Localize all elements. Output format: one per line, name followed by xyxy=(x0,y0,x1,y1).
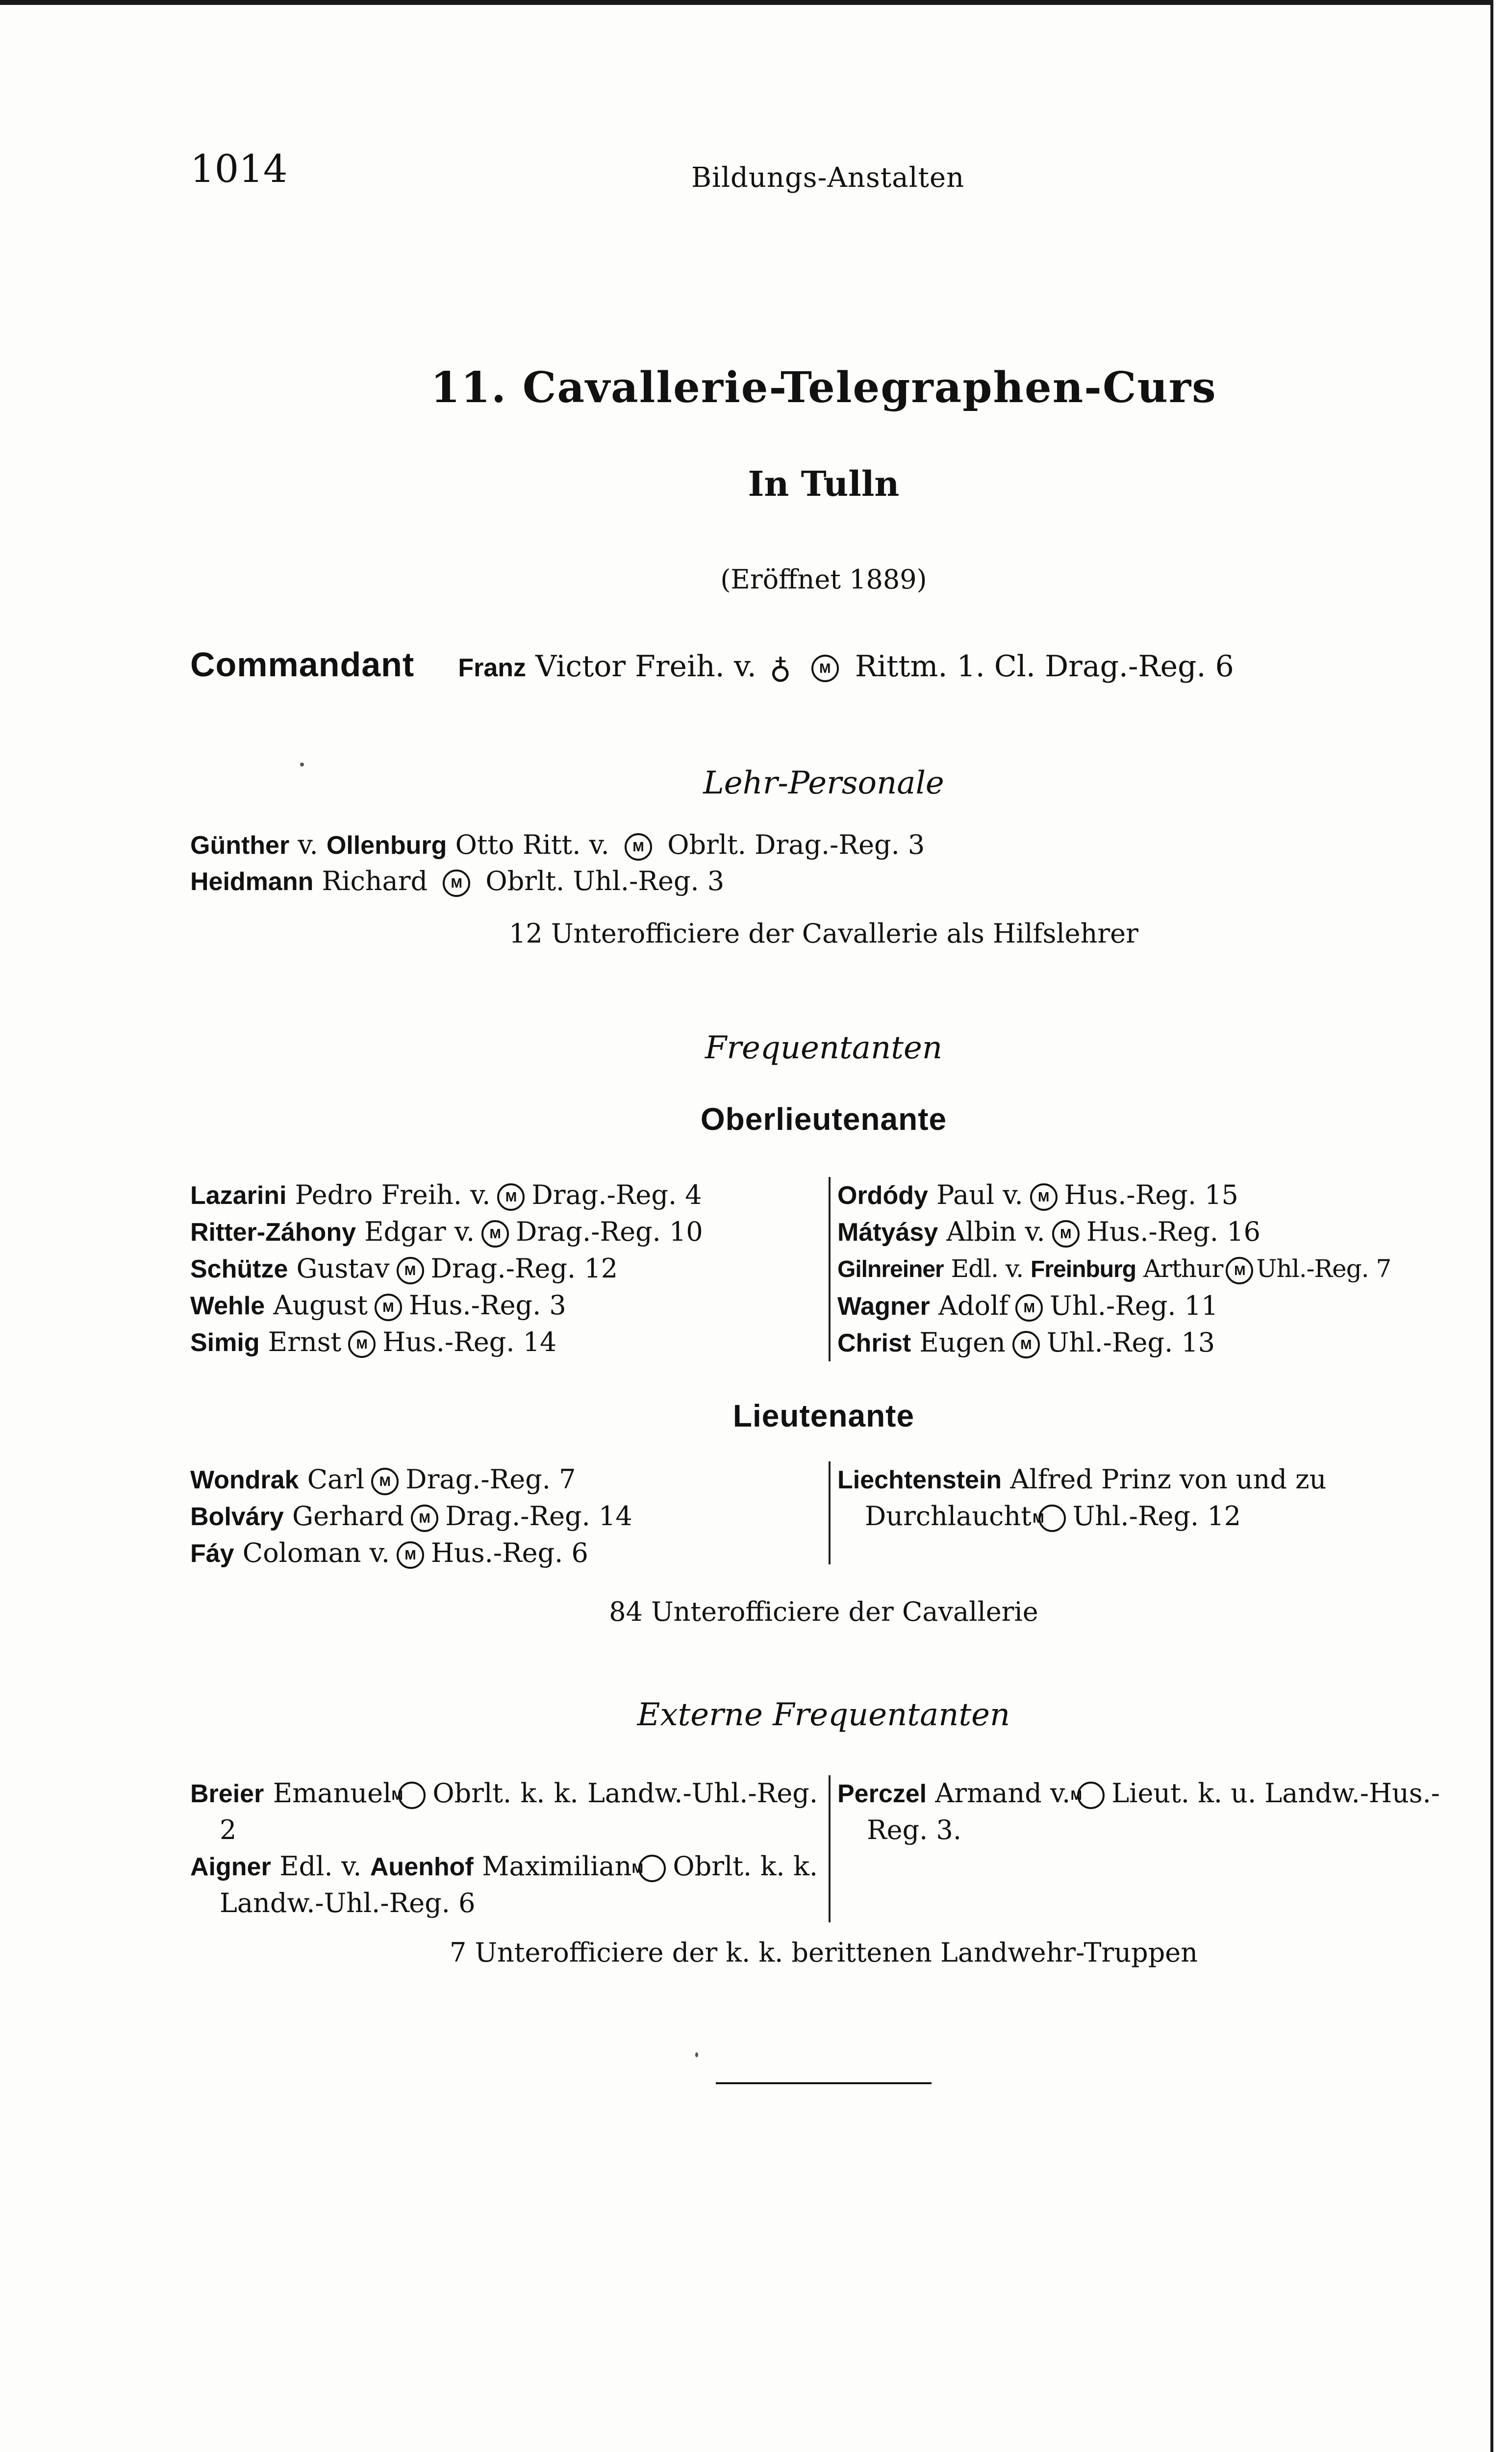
medal-icon: M xyxy=(1226,1257,1253,1284)
opened-note: (Eröffnet 1889) xyxy=(720,564,927,595)
print-speck xyxy=(695,2052,698,2057)
list-item: Gilnreiner Edl. v. Freinburg Arthur M Uhl.-Reg. 7 xyxy=(837,1251,1470,1288)
leutnante-right-column xyxy=(829,1461,1470,1564)
medal-icon: M xyxy=(411,1505,438,1532)
medal-icon: M xyxy=(1038,1505,1066,1532)
list-item: Günther v. Ollenburg Otto Ritt. v. M Obrlt. Drag.-Reg. 3 xyxy=(190,829,925,860)
list-item: Lazarini Pedro Freih. v. M Drag.-Reg. 4 xyxy=(190,1179,702,1210)
commandant-text-b: Rittm. 1. Cl. Drag.-Reg. 6 xyxy=(855,649,1234,684)
medal-icon: M xyxy=(481,1220,509,1248)
medal-icon: M xyxy=(625,833,652,861)
externe-right-column xyxy=(829,1775,1470,1922)
medal-icon: M xyxy=(398,1782,426,1809)
location-subtitle: In Tulln xyxy=(748,463,900,504)
oberleutnante-heading: Oberlieutenante xyxy=(700,1101,947,1137)
list-item: Simig Ernst M Hus.-Reg. 14 xyxy=(190,1327,557,1357)
medal-icon: M xyxy=(1052,1220,1080,1248)
end-rule xyxy=(716,2082,932,2084)
leutnante-heading: Lieutenante xyxy=(732,1398,915,1433)
list-item: Liechtenstein Alfred Prinz von und zu DurchlauchtM Uhl.-Reg. 12 xyxy=(837,1464,1327,1532)
medal-icon: M xyxy=(375,1294,402,1321)
unterofficiere-note: 84 Unterofficiere der Cavallerie xyxy=(609,1596,1038,1627)
list-item: Fáy Coloman v. M Hus.-Reg. 6 xyxy=(190,1537,588,1568)
lehr-personale-heading: Lehr-Personale xyxy=(703,765,944,801)
medal-icon: M xyxy=(497,1183,525,1211)
commandant-name: Franz xyxy=(458,654,527,682)
medal-icon: M xyxy=(811,655,839,682)
list-item: Ordódy Paul v. M Hus.-Reg. 15 xyxy=(837,1179,1238,1210)
list-item: Mátyásy Albin v. M Hus.-Reg. 16 xyxy=(837,1216,1260,1247)
hilfslehrer-note: 12 Unterofficiere der Cavallerie als Hilfslehrer xyxy=(509,918,1138,949)
list-item: Heidmann Richard M Obrlt. Uhl.-Reg. 3 xyxy=(190,866,725,896)
running-head: Bildungs-Anstalten xyxy=(691,162,965,194)
medal-icon: M xyxy=(638,1855,666,1882)
list-item: Schütze Gustav M Drag.-Reg. 12 xyxy=(190,1253,618,1284)
medal-icon: M xyxy=(1030,1183,1058,1211)
commandant-text-a: Victor Freih. v. xyxy=(535,649,756,684)
list-item: Wagner Adolf M Uhl.-Reg. 11 xyxy=(837,1290,1218,1321)
oberleutnante-right-column xyxy=(829,1177,1470,1361)
scan-border-top xyxy=(0,0,1490,5)
medal-icon: M xyxy=(443,869,470,897)
externe-heading: Externe Frequentanten xyxy=(637,1697,1010,1733)
medal-icon: M xyxy=(397,1257,424,1284)
landwehr-note: 7 Unterofficiere der k. k. berittenen Landwehr-Truppen xyxy=(449,1937,1198,1968)
externe-left-column xyxy=(190,1775,818,1921)
list-item: Perczel Armand v.M Lieut. k. u. Landw.-Hus.-Reg. 3. xyxy=(837,1778,1440,1845)
medal-icon: M xyxy=(371,1468,399,1495)
order-cross-icon: ♁ xyxy=(769,651,791,686)
frequentanten-heading: Frequentanten xyxy=(705,1030,943,1066)
list-item: Wehle August M Hus.-Reg. 3 xyxy=(190,1290,566,1321)
leutnante-left-column xyxy=(190,1461,813,1572)
commandant-row xyxy=(190,645,1234,686)
medal-icon: M xyxy=(1077,1782,1105,1809)
medal-icon: M xyxy=(1012,1331,1040,1358)
list-item: Ritter-Záhony Edgar v. M Drag.-Reg. 10 xyxy=(190,1216,703,1247)
list-item: Wondrak Carl M Drag.-Reg. 7 xyxy=(190,1464,576,1495)
list-item: Bolváry Gerhard M Drag.-Reg. 14 xyxy=(190,1501,632,1532)
oberleutnante-left-column xyxy=(190,1177,813,1361)
page-title: 11. Cavallerie-Telegraphen-Curs xyxy=(430,363,1217,412)
medal-icon: M xyxy=(1015,1294,1043,1322)
medal-icon: M xyxy=(348,1330,376,1358)
page-number: 1014 xyxy=(190,147,288,191)
medal-icon: M xyxy=(397,1541,424,1569)
list-item: Christ Eugen M Uhl.-Reg. 13 xyxy=(837,1327,1215,1358)
list-item: Aigner Edl. v. Auenhof MaximilianM Obrlt. k. k. Landw.-Uhl.-Reg. 6 xyxy=(190,1851,818,1918)
list-item: Breier EmanuelM Obrlt. k. k. Landw.-Uhl.-Reg. 2 xyxy=(190,1778,818,1845)
commandant-label: Commandant xyxy=(190,645,415,684)
